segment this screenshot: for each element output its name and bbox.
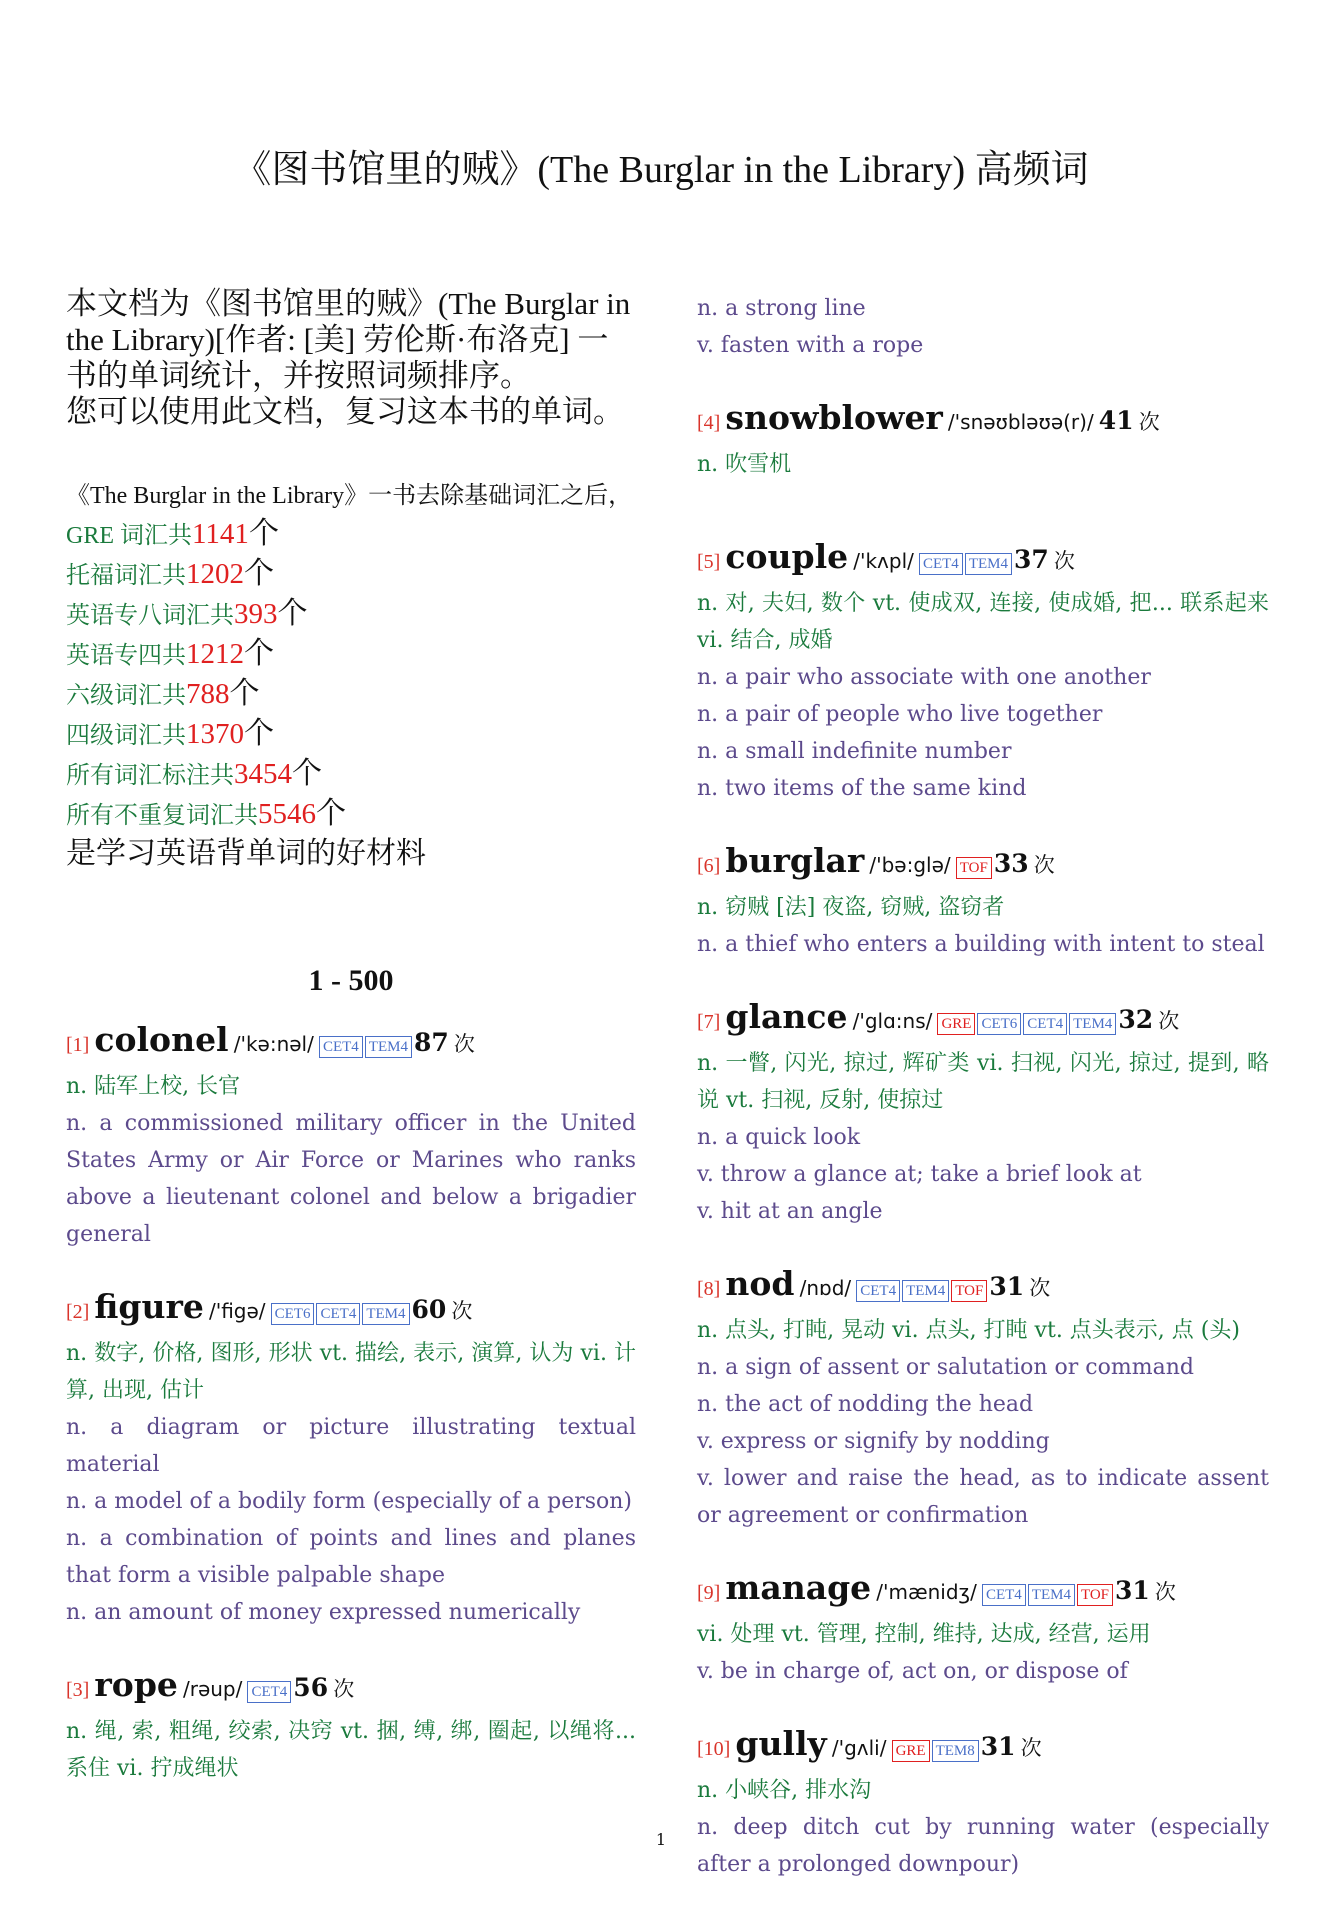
english-definition: n. a pair of people who live together [697,702,1103,727]
entry-count-unit: 次 [1029,1276,1051,1300]
word-entry [697,1262,1269,1534]
entry-phonetic: /'glɑ:ns/ [852,1009,933,1033]
chinese-definition: n. 吹雪机 [697,452,792,477]
entry-index: [2] [66,1301,90,1323]
entry-head [697,1566,1269,1616]
exam-tag-tof: TOF [956,857,992,879]
entry-word: nod [725,1264,795,1303]
entry-count: 33 [993,849,1029,878]
entry-head [697,1722,1269,1772]
exam-tag-tof: TOF [1077,1584,1113,1606]
entry-count-unit: 次 [1020,1736,1042,1760]
entry-word: snowblower [725,398,943,437]
entry-index: [10] [697,1738,731,1760]
exam-tag-cet4: CET4 [247,1681,291,1703]
english-definition: n. a strong line [697,296,866,321]
exam-tag-cet6: CET6 [977,1013,1021,1035]
chinese-definition: n. 一瞥, 闪光, 掠过, 辉矿类 vi. 扫视, 闪光, 掠过, 提到, 略说 vt. 扫视, 反射, 使掠过 [697,1051,1269,1113]
left-column [66,286,636,1819]
word-entry [697,1722,1269,1883]
exam-tag-cet4: CET4 [1023,1013,1067,1035]
word-entry [66,1285,636,1631]
exam-tag-tof: TOF [951,1280,987,1302]
right-column [697,290,1269,1915]
summary-unit: 个 [277,597,308,630]
summary-unit: 个 [248,517,279,550]
summary-value: 5546 [258,798,316,830]
entry-count: 31 [989,1272,1025,1301]
summary-label: 英语专八词汇共 [66,603,234,629]
english-definition: n. a model of a bodily form (especially of a person) [66,1489,633,1514]
entry-phonetic: /'kʌpl/ [853,549,914,573]
entry-word: figure [94,1287,204,1326]
english-definition: n. two items of the same kind [697,776,1027,801]
summary-row [66,755,636,795]
english-definition: v. fasten with a rope [697,333,924,358]
entry-count: 31 [1115,1576,1150,1605]
english-definition: n. a quick look [697,1125,861,1150]
entry-phonetic: /'snəʊbləʊə(r)/ [947,410,1094,434]
summary-row [66,675,636,715]
english-definition: v. throw a glance at; take a brief look at [697,1162,1142,1187]
exam-tag-tem4: TEM4 [965,553,1012,575]
exam-tag-cet4: CET4 [319,1036,363,1058]
entry-index: [5] [697,551,721,573]
exam-tag-tem4: TEM4 [1069,1013,1116,1035]
entry-count: 56 [293,1673,329,1702]
entry-phonetic: /'gʌli/ [831,1736,887,1760]
chinese-definition: n. 绳, 索, 粗绳, 绞索, 决窍 vt. 捆, 缚, 绑, 圈起, 以绳将...系住 vi. 拧成绳状 [66,1719,636,1781]
summary-closing: 是学习英语背单词的好材料 [66,837,426,870]
english-definition: n. a small indefinite number [697,739,1012,764]
entry-index: [6] [697,855,721,877]
exam-tag-gre: GRE [892,1740,930,1762]
word-entry [66,1018,636,1253]
entry-count-unit: 次 [451,1299,473,1323]
exam-tag-tem4: TEM4 [1028,1584,1075,1606]
entry-phonetic: /'bə:glə/ [869,853,951,877]
word-entry [697,839,1269,963]
exam-tag-cet4: CET4 [856,1280,900,1302]
entry-head [697,535,1269,585]
summary-value: 393 [234,598,278,630]
summary-label: 所有不重复词汇共 [66,803,258,829]
summary-unit: 个 [229,677,260,710]
summary-label: 所有词汇标注共 [66,763,234,789]
summary-unit: 个 [244,637,274,670]
page-title: 《图书馆里的贼》(The Burglar in the Library) 高频词 [233,149,1089,191]
english-definition: n. a pair who associate with one another [697,665,1151,690]
range-heading: 1 - 500 [308,964,394,997]
entry-word: rope [94,1665,178,1704]
entry-phonetic: /rəup/ [182,1677,243,1701]
entry-head [697,396,1269,446]
summary-row [66,595,636,635]
english-definition: n. an amount of money expressed numerically [66,1600,581,1625]
entry-count: 37 [1013,545,1049,574]
entry-head [697,1262,1269,1312]
english-definition: n. a thief who enters a building with intent to steal [697,932,1265,957]
summary-lead: 《The Burglar in the Library》一书去除基础词汇之后， [66,483,633,509]
entry-word: glance [725,997,848,1036]
entry-count: 41 [1098,406,1134,435]
entry-phonetic: /'mænidʒ/ [876,1580,977,1604]
entry-head [66,1018,636,1068]
english-definition: n. deep ditch cut by running water (especially after a prolonged downpour) [697,1815,1269,1877]
exam-tag-cet4: CET4 [919,553,963,575]
entry-count-unit: 次 [453,1032,475,1056]
entry-word: burglar [725,841,865,880]
entry-index: [9] [697,1582,721,1604]
english-definition: n. a sign of assent or salutation or command [697,1355,1194,1380]
entry-head [66,1285,636,1335]
summary-row [66,555,636,595]
exam-tag-tem4: TEM4 [365,1036,412,1058]
exam-tag-cet4: CET4 [982,1584,1026,1606]
entry-count: 31 [980,1732,1016,1761]
word-entry [697,995,1269,1230]
english-definition: n. a combination of points and lines and planes that form a visible palpable shape [66,1526,636,1588]
summary-unit: 个 [316,797,346,830]
chinese-definition: n. 小峡谷, 排水沟 [697,1778,872,1803]
summary-row [66,515,636,555]
summary-row [66,715,636,755]
entry-head [697,995,1269,1045]
entry-index: [7] [697,1011,721,1033]
summary-label: GRE 词汇共 [66,523,192,549]
entry-count: 87 [413,1028,449,1057]
english-definition: v. lower and raise the head, as to indicate assent or agreement or confirmation [697,1466,1269,1528]
entry-count: 32 [1118,1005,1154,1034]
page-number: 1 [655,1830,667,1849]
exam-tag-cet6: CET6 [271,1303,315,1325]
summary-label: 六级词汇共 [66,683,186,709]
chinese-definition: n. 数字, 价格, 图形, 形状 vt. 描绘, 表示, 演算, 认为 vi. 计算, 出现, 估计 [66,1341,636,1403]
summary-label: 四级词汇共 [66,723,186,749]
english-definition: v. be in charge of, act on, or dispose of [697,1659,1128,1684]
summary-value: 1202 [186,558,244,590]
chinese-definition: n. 点头, 打盹, 晃动 vi. 点头, 打盹 vt. 点头表示, 点 (头) [697,1318,1240,1343]
english-definition: v. express or signify by nodding [697,1429,1050,1454]
entry-index: [4] [697,412,721,434]
summary-value: 1141 [192,518,249,550]
entry-phonetic: /'figə/ [208,1299,266,1323]
summary-unit: 个 [292,757,322,790]
summary-unit: 个 [244,557,274,590]
chinese-definition: vi. 处理 vt. 管理, 控制, 维持, 达成, 经营, 运用 [697,1622,1151,1647]
summary-row [66,635,636,675]
exam-tag-tem4: TEM4 [362,1303,409,1325]
summary-value: 788 [186,678,230,710]
english-definition: n. a commissioned military officer in the United States Army or Air Force or Marines who ranks above a lieutenant colonel and below a brigadier general [66,1111,636,1247]
summary-label: 英语专四共 [66,643,186,669]
entry-count-unit: 次 [1158,1009,1180,1033]
entry-phonetic: /nɒd/ [799,1276,852,1300]
summary-value: 3454 [234,758,292,790]
english-definition: v. hit at an angle [697,1199,883,1224]
entry-word: colonel [94,1020,229,1059]
vocabulary-summary [66,478,636,872]
word-entry [697,396,1269,483]
entry-count-unit: 次 [333,1677,355,1701]
chinese-definition: n. 对, 夫妇, 数个 vt. 使成双, 连接, 使成婚, 把... 联系起来 vi. 结合, 成婚 [697,591,1269,653]
exam-tag-tem8: TEM8 [932,1740,979,1762]
exam-tag-tem4: TEM4 [902,1280,949,1302]
entry-phonetic: /'kə:nəl/ [233,1032,314,1056]
intro-text: 本文档为《图书馆里的贼》(The Burglar in the Library)[作者: [美] 劳伦斯·布洛克] 一书的单词统计，并按照词频排序。 您可以使用此文档，复习这本书的单词。 [66,286,631,429]
summary-unit: 个 [244,717,274,750]
entry-head [697,839,1269,889]
entry-count-unit: 次 [1053,549,1075,573]
entry-index: [1] [66,1034,90,1056]
summary-value: 1212 [186,638,244,670]
entry-index: [8] [697,1278,721,1300]
summary-value: 1370 [186,718,244,750]
exam-tag-cet4: CET4 [316,1303,360,1325]
entry-count-unit: 次 [1154,1580,1176,1604]
entry-count: 60 [411,1295,447,1324]
summary-row [66,795,636,835]
entry-index: [3] [66,1679,90,1701]
exam-tag-gre: GRE [937,1013,975,1035]
chinese-definition: n. 窃贼 [法] 夜盗, 窃贼, 盗窃者 [697,895,1005,920]
entry-count-unit: 次 [1138,410,1160,434]
chinese-definition: n. 陆军上校, 长官 [66,1074,241,1099]
english-definition: n. the act of nodding the head [697,1392,1034,1417]
entry-word: gully [735,1724,827,1763]
english-definition: n. a diagram or picture illustrating textual material [66,1415,636,1477]
entry-head [66,1663,636,1713]
word-entry [66,1663,636,1787]
entry-count-unit: 次 [1033,853,1055,877]
word-entry [697,535,1269,807]
entry-word: manage [725,1568,872,1607]
entry-word: couple [725,537,849,576]
summary-label: 托福词汇共 [66,563,186,589]
word-entry [697,1566,1269,1690]
word-entry [697,290,1269,364]
